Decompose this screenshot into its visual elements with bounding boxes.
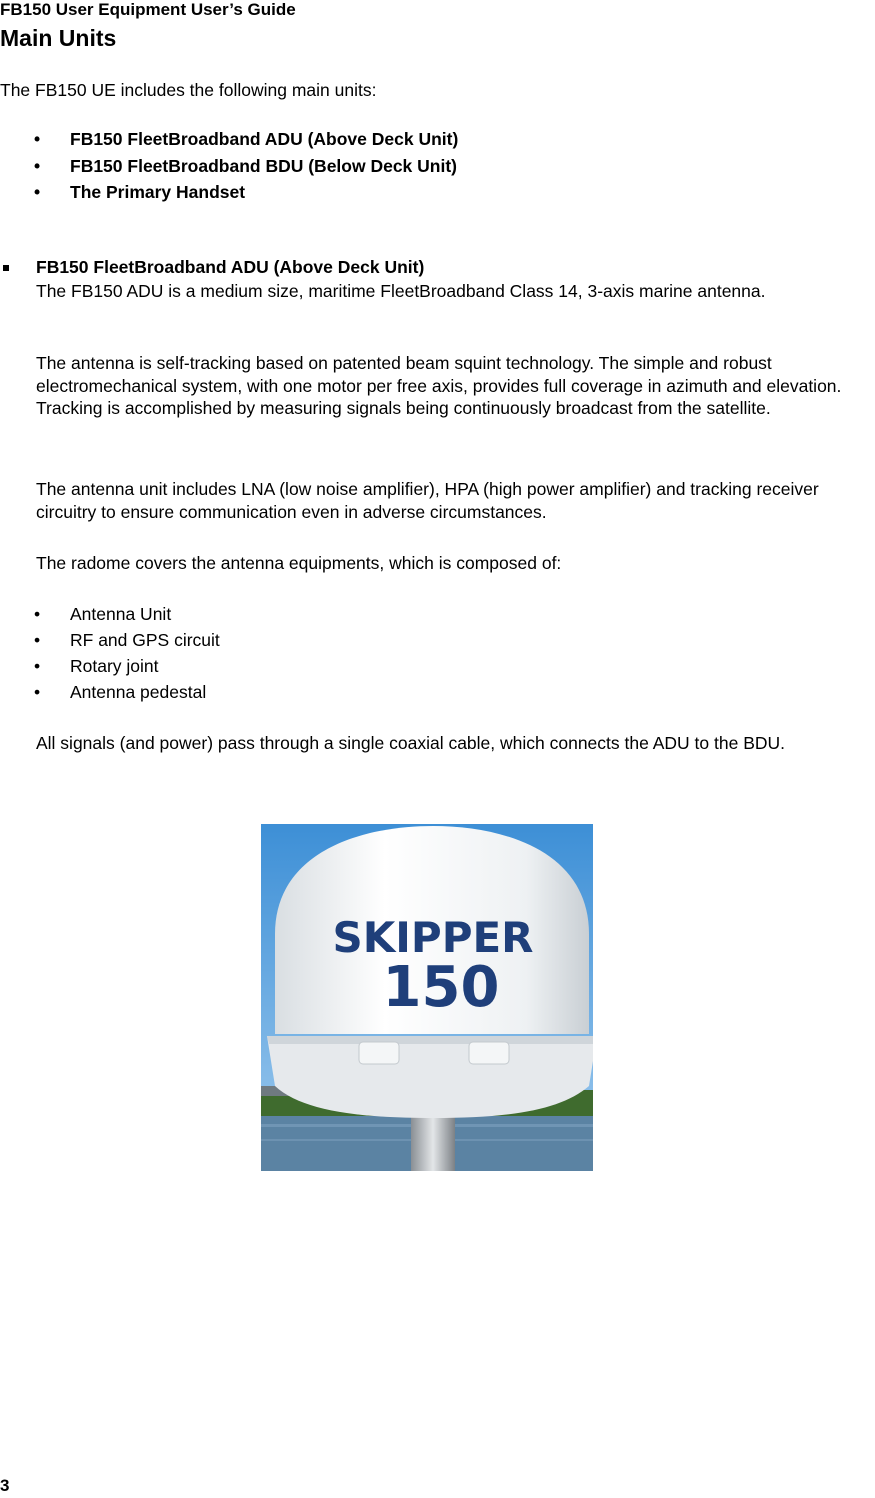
list-item: • Antenna pedestal bbox=[0, 679, 220, 705]
square-bullet-icon bbox=[3, 265, 9, 271]
skipper-logo-text: SKIPPER bbox=[332, 913, 534, 962]
bullet-icon: • bbox=[34, 129, 41, 149]
adu-heading: FB150 FleetBroadband ADU (Above Deck Unit) bbox=[36, 257, 425, 277]
list-item: • RF and GPS circuit bbox=[0, 627, 220, 653]
bullet-icon: • bbox=[34, 656, 41, 676]
model-number-text: 150 bbox=[382, 955, 500, 1020]
adu-paragraph-5: All signals (and power) pass through a single coaxial cable, which connects the ADU to the BDU. bbox=[36, 733, 786, 753]
adu-paragraph-1: The FB150 ADU is a medium size, maritime FleetBroadband Class 14, 3-axis marine antenna. bbox=[36, 281, 766, 301]
bullet-icon: • bbox=[34, 604, 41, 624]
adu-paragraph-3: The antenna unit includes LNA (low noise amplifier), HPA (high power amplifier) and tracking receiver circuitry to ensure communication even in adverse circumstances. bbox=[36, 479, 819, 522]
main-units-list bbox=[0, 126, 458, 206]
bullet-icon: • bbox=[34, 182, 41, 202]
list-item: • Rotary joint bbox=[0, 653, 220, 679]
bullet-icon: • bbox=[34, 630, 41, 650]
bullet-icon: • bbox=[34, 682, 41, 702]
adu-paragraph-2: The antenna is self-tracking based on patented beam squint technology. The simple and robust electromechanical system, with one motor per free axis, provides full coverage in azimuth and elevation. Tracking is accomplished by measuring signals being continuously broadcast from the satellite. bbox=[36, 353, 842, 418]
list-item: • FB150 FleetBroadband ADU (Above Deck Unit) bbox=[0, 126, 458, 153]
list-item: • The Primary Handset bbox=[0, 179, 458, 206]
adu-paragraph-4: The radome covers the antenna equipments, which is composed of: bbox=[36, 553, 562, 573]
bullet-icon: • bbox=[34, 155, 41, 176]
radome-components-list bbox=[0, 601, 220, 705]
radome-base bbox=[267, 1036, 593, 1118]
document-title: FB150 User Equipment User’s Guide bbox=[0, 0, 296, 19]
intro-text: The FB150 UE includes the following main units: bbox=[0, 80, 377, 100]
antenna-photo bbox=[261, 824, 593, 1171]
list-item: • Antenna Unit bbox=[0, 601, 220, 627]
section-title: Main Units bbox=[0, 25, 117, 51]
page-number: 3 bbox=[0, 1476, 10, 1495]
list-item: • FB150 FleetBroadband BDU (Below Deck Unit) bbox=[0, 153, 458, 180]
